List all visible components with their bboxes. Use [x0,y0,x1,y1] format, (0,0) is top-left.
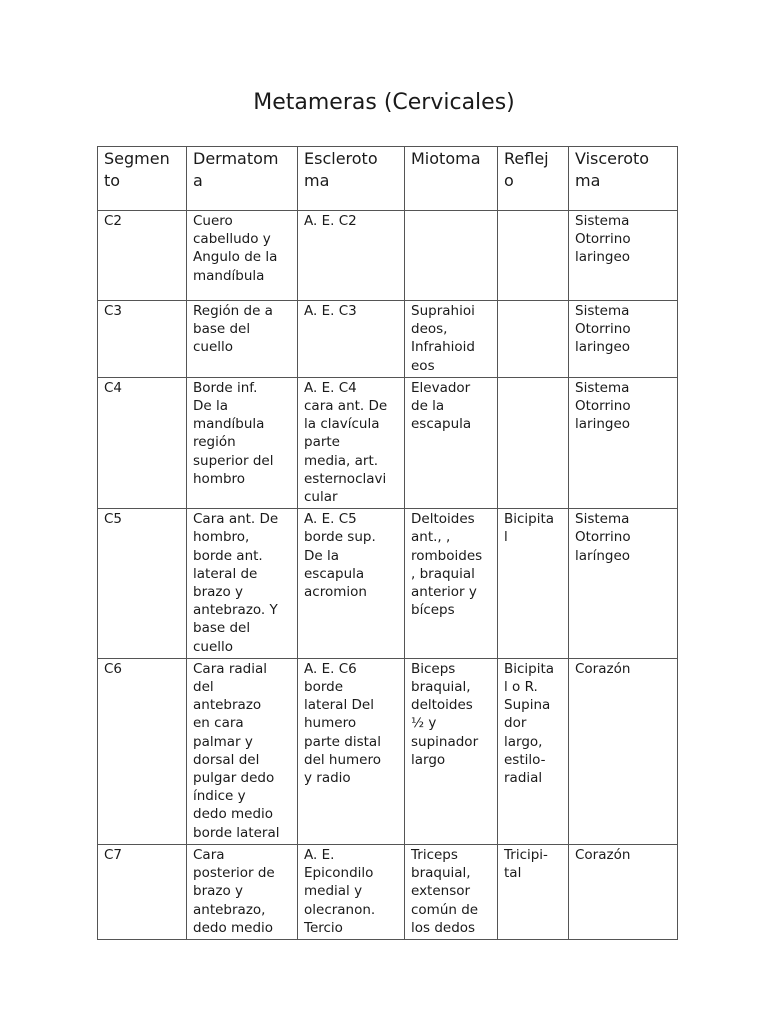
cell-reflejo [498,377,569,508]
cell-viscerotoma: Sistema Otorrino laringeo [569,211,678,301]
table-row [98,301,678,378]
cell-viscerotoma: Sistema Otorrino laringeo [569,377,678,508]
cell-esclerotoma: A. E. C3 [298,301,405,378]
cell-dermatoma: Borde inf. De la mandíbula región superior del hombro [187,377,298,508]
page-title: Metameras (Cervicales) [253,90,515,115]
cell-segmento: C2 [98,211,187,301]
cell-miotoma: Elevador de la escapula [405,377,498,508]
header-esclerotoma: Escleroto ma [298,147,405,211]
cell-reflejo: Bicipita l [498,509,569,659]
table-row [98,211,678,301]
cell-reflejo [498,301,569,378]
cell-dermatoma: Cara posterior de brazo y antebrazo, dedo medio [187,844,298,939]
cell-viscerotoma: Corazón [569,658,678,844]
cell-miotoma [405,211,498,301]
cell-dermatoma: Región de a base del cuello [187,301,298,378]
cell-viscerotoma: Corazón [569,844,678,939]
cell-viscerotoma: Sistema Otorrino laríngeo [569,509,678,659]
header-miotoma: Miotoma [405,147,498,211]
table-row [98,509,678,659]
cell-segmento: C3 [98,301,187,378]
cell-miotoma: Triceps braquial, extensor común de los dedos [405,844,498,939]
metameras-table [97,146,678,940]
header-reflejo: Reflej o [498,147,569,211]
cell-reflejo [498,211,569,301]
cell-viscerotoma: Sistema Otorrino laringeo [569,301,678,378]
cell-reflejo: Tricipi- tal [498,844,569,939]
cell-esclerotoma: A. E. C4 cara ant. De la clavícula parte media, art. esternoclavi cular [298,377,405,508]
table-row [98,844,678,939]
cell-esclerotoma: A. E. C2 [298,211,405,301]
cell-segmento: C7 [98,844,187,939]
cell-miotoma: Deltoides ant., , romboides , braquial anterior y bíceps [405,509,498,659]
cell-segmento: C4 [98,377,187,508]
cell-esclerotoma: A. E. C6 borde lateral Del humero parte distal del humero y radio [298,658,405,844]
cell-esclerotoma: A. E. C5 borde sup. De la escapula acromion [298,509,405,659]
cell-dermatoma: Cuero cabelludo y Angulo de la mandíbula [187,211,298,301]
cell-segmento: C5 [98,509,187,659]
cell-miotoma: Biceps braquial, deltoides ½ y supinador largo [405,658,498,844]
table-row [98,377,678,508]
cell-esclerotoma: A. E. Epicondilo medial y olecranon. Tercio [298,844,405,939]
cell-dermatoma: Cara radial del antebrazo en cara palmar y dorsal del pulgar dedo índice y dedo medio borde lateral [187,658,298,844]
header-segmento: Segmen to [98,147,187,211]
table-header-row [98,147,678,211]
cell-reflejo: Bicipita l o R. Supina dor largo, estilo- radial [498,658,569,844]
cell-miotoma: Suprahioi deos, Infrahioid eos [405,301,498,378]
table-row [98,658,678,844]
header-viscerotoma: Viscerotо ma [569,147,678,211]
header-dermatoma: Dermatom a [187,147,298,211]
cell-dermatoma: Cara ant. De hombro, borde ant. lateral de brazo y antebrazo. Y base del cuello [187,509,298,659]
cell-segmento: C6 [98,658,187,844]
